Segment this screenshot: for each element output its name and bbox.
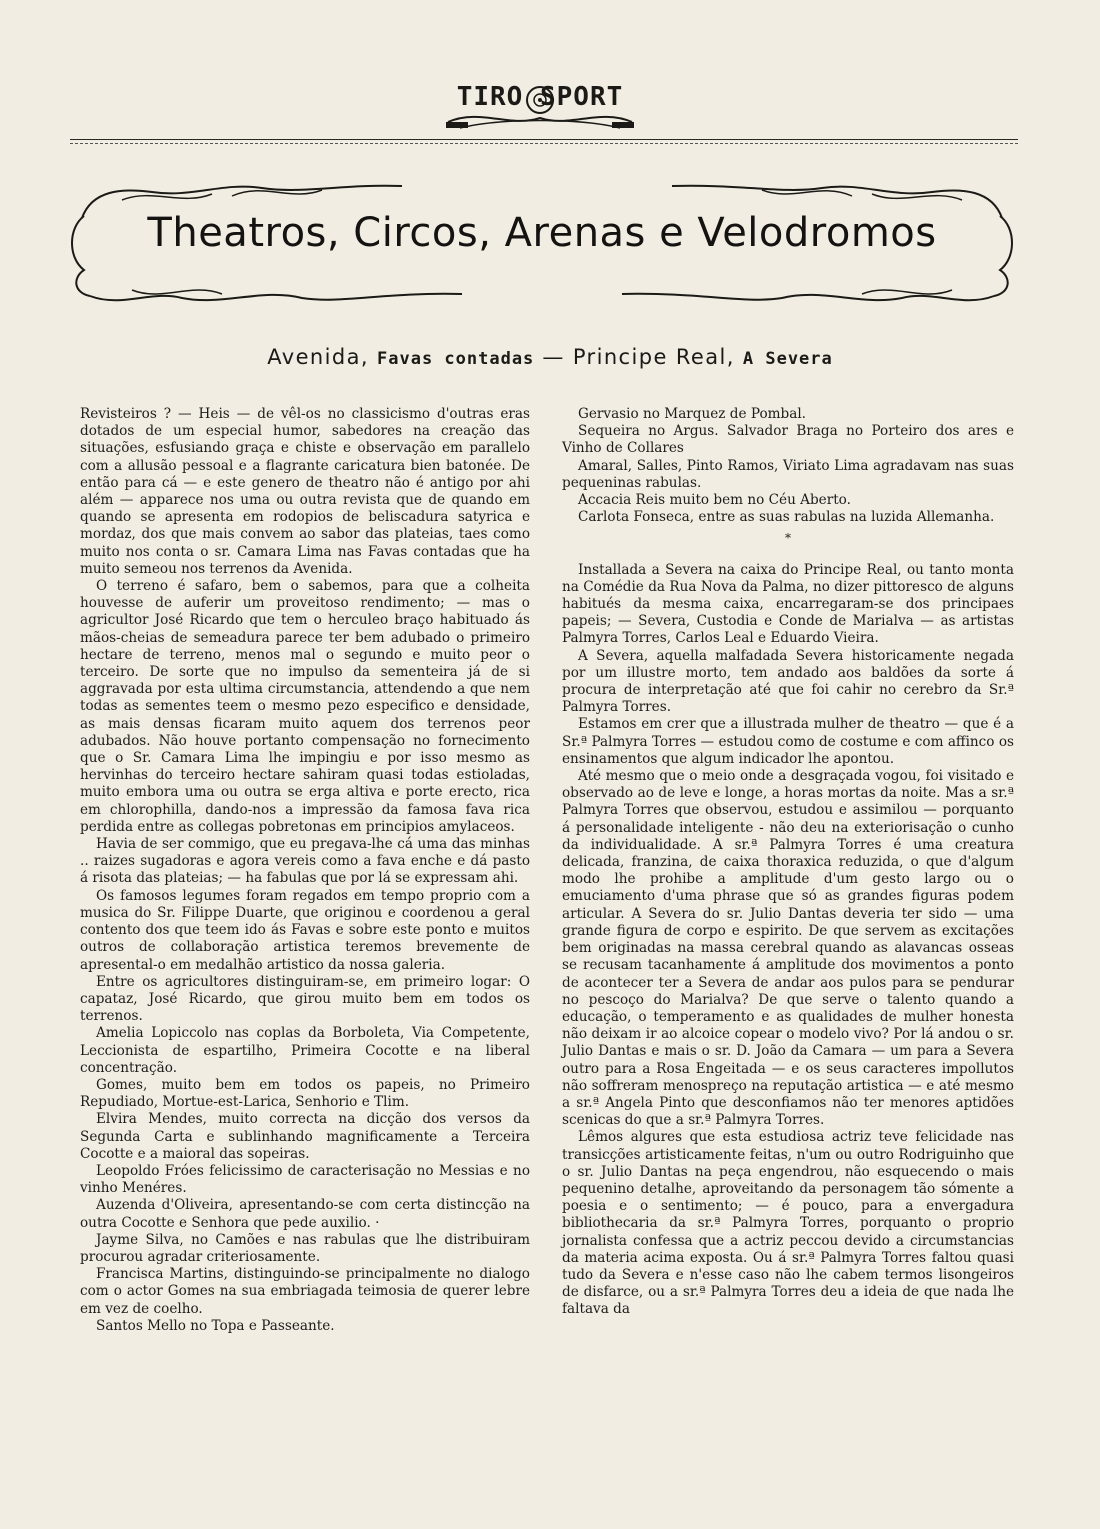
paragraph: Accacia Reis muito bem no Céu Aberto.: [578, 492, 851, 509]
paragraph: Sequeira no Argus. Salvador Braga no Porteiro dos ares e Vinho de Collares: [562, 423, 1014, 457]
paragraph: Lêmos algures que esta estudiosa actriz teve felicidade nas transicções artisticamente feitas, n'um ou outro Rodriguinho que o sr. Julio Dantas na peça engendrou, não esquecendo o mais pequenino detalhe, aproveitando da personagem tão sómente a poesia e o sentimento; — é pouco, para a envergadura bibliothecaria da sr.ª Palmyra Torres, porquanto o proprio jornalista confessa que a actriz peccou devido a circumstancias da materia acima exposta. Ou á sr.ª Palmyra Torres faltou quasi tudo da Severa e n'esse caso não lhe cabem termos lisongeiros de disfarce, ou a sr.ª Palmyra Torres deu a ideia de que nada lhe faltava da: [562, 1129, 1014, 1318]
paragraph: O terreno é safaro, bem o sabemos, para que a colheita houvesse de auferir um proveitoso rendimento; — mas o agricultor José Ricardo que tem o herculeo braço habituado ás mãos-cheias de semeadura parece ter bem adubado o primeiro hectare de terreno, menos mal o segundo e muito peor o terceiro. De sorte que no impulso da sementeira já de si aggravada por esta ultima circumstancia, attendendo a que nem todas as sementes teem o mesmo pezo especifico e densidade, as mais densas ficaram muito aquem dos terrenos peor adubados. Não houve portanto compensação no fornecimento que o Sr. Camara Lima lhe impingiu e por isso mesmo as hervinhas do terceiro hectare sahiram quasi todas estioladas, muito embora uma ou outra se erga altiva e porte erecto, rica em chlorophilla, dando-nos a impressão da famosa fava rica perdida entre as collegas pobretonas em principios amylaceos.: [80, 578, 530, 835]
paragraph: Auzenda d'Oliveira, apresentando-se com certa distincção na outra Cocotte e Senhora que pede auxilio. ·: [80, 1197, 530, 1231]
paragraph: Até mesmo que o meio onde a desgraçada vogou, foi visitado e observado ao de leve e longe, a horas mortas da noite. Mas a sr.ª Palmyra Torres que observou, estudou e assimilou — porquanto á personalidade inteligente - não deu na exteriorisação o cunho da individualidade. A sr.ª Palmyra Torres é uma creatura delicada, franzina, de caixa thoraxica reduzida, o que d'algum modo lhe prohibe a amplitude d'um gesto largo ou o emuciamento d'uma phrase que só as grandes figuras podem articular. A Severa do sr. Julio Dantas deveria ter sido — uma grande figura de corpo e espirito. De que servem as excitações bem originadas na massa cerebral quando as alavancas osseas se recusam tacanhamente á amplitude dos movimentos a ponto de acontecer ter a Severa de andar aos pulos para se pendurar no pescoço do Marialva? De que serve o talento quando a educação, o temperamento e as qualidades de mulher honesta não deixam ir ao alcoice copear o modelo vivo? Por lá andou o sr. Julio Dantas e mais o sr. D. João da Camara — um para a Severa outro para a Rosa Engeitada — e os seus caracteres impollutos não soffreram menospreço na reputação artistica — e até mesmo a sr.ª Angela Pinto que desconfiamos não ter menores aptidões scenicas do que a sr.ª Palmyra Torres.: [562, 768, 1014, 1129]
paragraph: Elvira Mendes, muito correcta na dicção dos versos da Segunda Carta e sublinhando magnificamente a Terceira Cocotte e a maioral das sopeiras.: [80, 1111, 530, 1162]
paragraph: Amaral, Salles, Pinto Ramos, Viriato Lima agradavam nas suas pequeninas rabulas.: [562, 457, 1014, 491]
paragraph: Carlota Fonseca, entre as suas rabulas na luzida Allemanha.: [578, 509, 995, 526]
venue-avenida: Avenida,: [267, 345, 369, 369]
venue-principe-real: Principe Real,: [572, 345, 735, 369]
left-column: [80, 406, 530, 1335]
right-column: [562, 406, 1014, 1319]
title-frame: [62, 178, 1022, 308]
masthead-logo: [440, 78, 640, 134]
show-a-severa: A Severa: [742, 349, 833, 369]
paragraph: Entre os agricultores distinguiram-se, em primeiro logar: O capataz, José Ricardo, que girou muito bem em todos os terrenos.: [80, 973, 530, 1025]
section-divider-asterisk: *: [785, 531, 791, 546]
paragraph: Francisca Martins, distinguindo-se principalmente no dialogo com o actor Gomes na sua embriagada teimosia de querer lebre em vez de coelho.: [80, 1266, 530, 1317]
header-rule: [70, 139, 1018, 140]
paragraph: Leopoldo Fróes felicissimo de caracterisação no Messias e no vinho Menéres.: [80, 1162, 530, 1197]
paragraph: A Severa, aquella malfadada Severa historicamente negada por um illustre morto, tem andado aos baldões da sorte á procura de interpretação até que foi cahir no cerebro da Sr.ª Palmyra Torres.: [562, 647, 1014, 716]
subtitle-separator: —: [542, 345, 565, 369]
paragraph: Gomes, muito bem em todos os papeis, no Primeiro Repudiado, Mortue-est-Larica, Senhorio e Tlim.: [80, 1076, 530, 1111]
page-title: Theatros, Circos, Arenas e Velodromos: [147, 210, 937, 256]
paragraph: Jayme Silva, no Camões e nas rabulas que lhe distribuiram procurou agradar criteriosamente.: [80, 1231, 530, 1265]
paragraph: Amelia Lopiccolo nas coplas da Borboleta, Via Competente, Leccionista de espartilho, Primeira Cocotte e na liberal concentração.: [80, 1025, 530, 1076]
article-subtitle: [120, 345, 980, 369]
header-rule-dashed: [70, 143, 1018, 144]
show-favas-contadas: Favas contadas: [377, 349, 535, 369]
paragraph: Os famosos legumes foram regados em tempo proprio com a musica do Sr. Filippe Duarte, que originou e coordenou a geral contento dos que teem ido ás Favas e sobre este ponto e muitos outros de collaboração artistica teremos brevemente de apresental-o em medalhão artistico da nossa galeria.: [80, 887, 530, 973]
paragraph: Installada a Severa na caixa do Principe Real, ou tanto monta na Comédie da Rua Nova da Palma, no dizer pittoresco de alguns habitués da mesma caixa, encarregaram-se dos principaes papeis; — Severa, Custodia e Conde de Marialva — as artistas Palmyra Torres, Carlos Leal e Eduardo Vieira.: [562, 561, 1014, 647]
paragraph: Santos Mello no Topa e Passeante.: [96, 1317, 335, 1334]
masthead-logo-text: TIRO SPORT: [456, 82, 624, 112]
paragraph: Gervasio no Marquez de Pombal.: [578, 406, 806, 422]
paragraph: Estamos em crer que a illustrada mulher de theatro — que é a Sr.ª Palmyra Torres — estudou como de costume e com affinco os ensinamentos que algum indicador lhe apontou.: [562, 716, 1014, 767]
paragraph: Havia de ser commigo, que eu pregava-lhe cá uma das minhas .. raizes sugadoras e agora vereis como a fava enche e dá pasto á risota das plateias; — ha fabulas que por lá se expressam ahi.: [80, 836, 530, 887]
paragraph: Revisteiros ? — Heis — de vêl-os no classicismo d'outras eras dotados de um especial humor, sabedores na creação das situações, esfusiando graça e chiste e observação em parallelo com a allusão pessoal e a flagrante caricatura bien batonée. De então para cá — e este genero de theatro não é antigo por ahi além — apparece nos uma ou outra revista que de quando em quando se apresenta em rodopios de beliscadura satyrica e mordaz, dos que mais convem ao sabor das plateias, taes como muito nos conta o sr. Camara Lima nas Favas contadas que ha muito semeou nos terrenos da Avenida.: [80, 406, 530, 577]
